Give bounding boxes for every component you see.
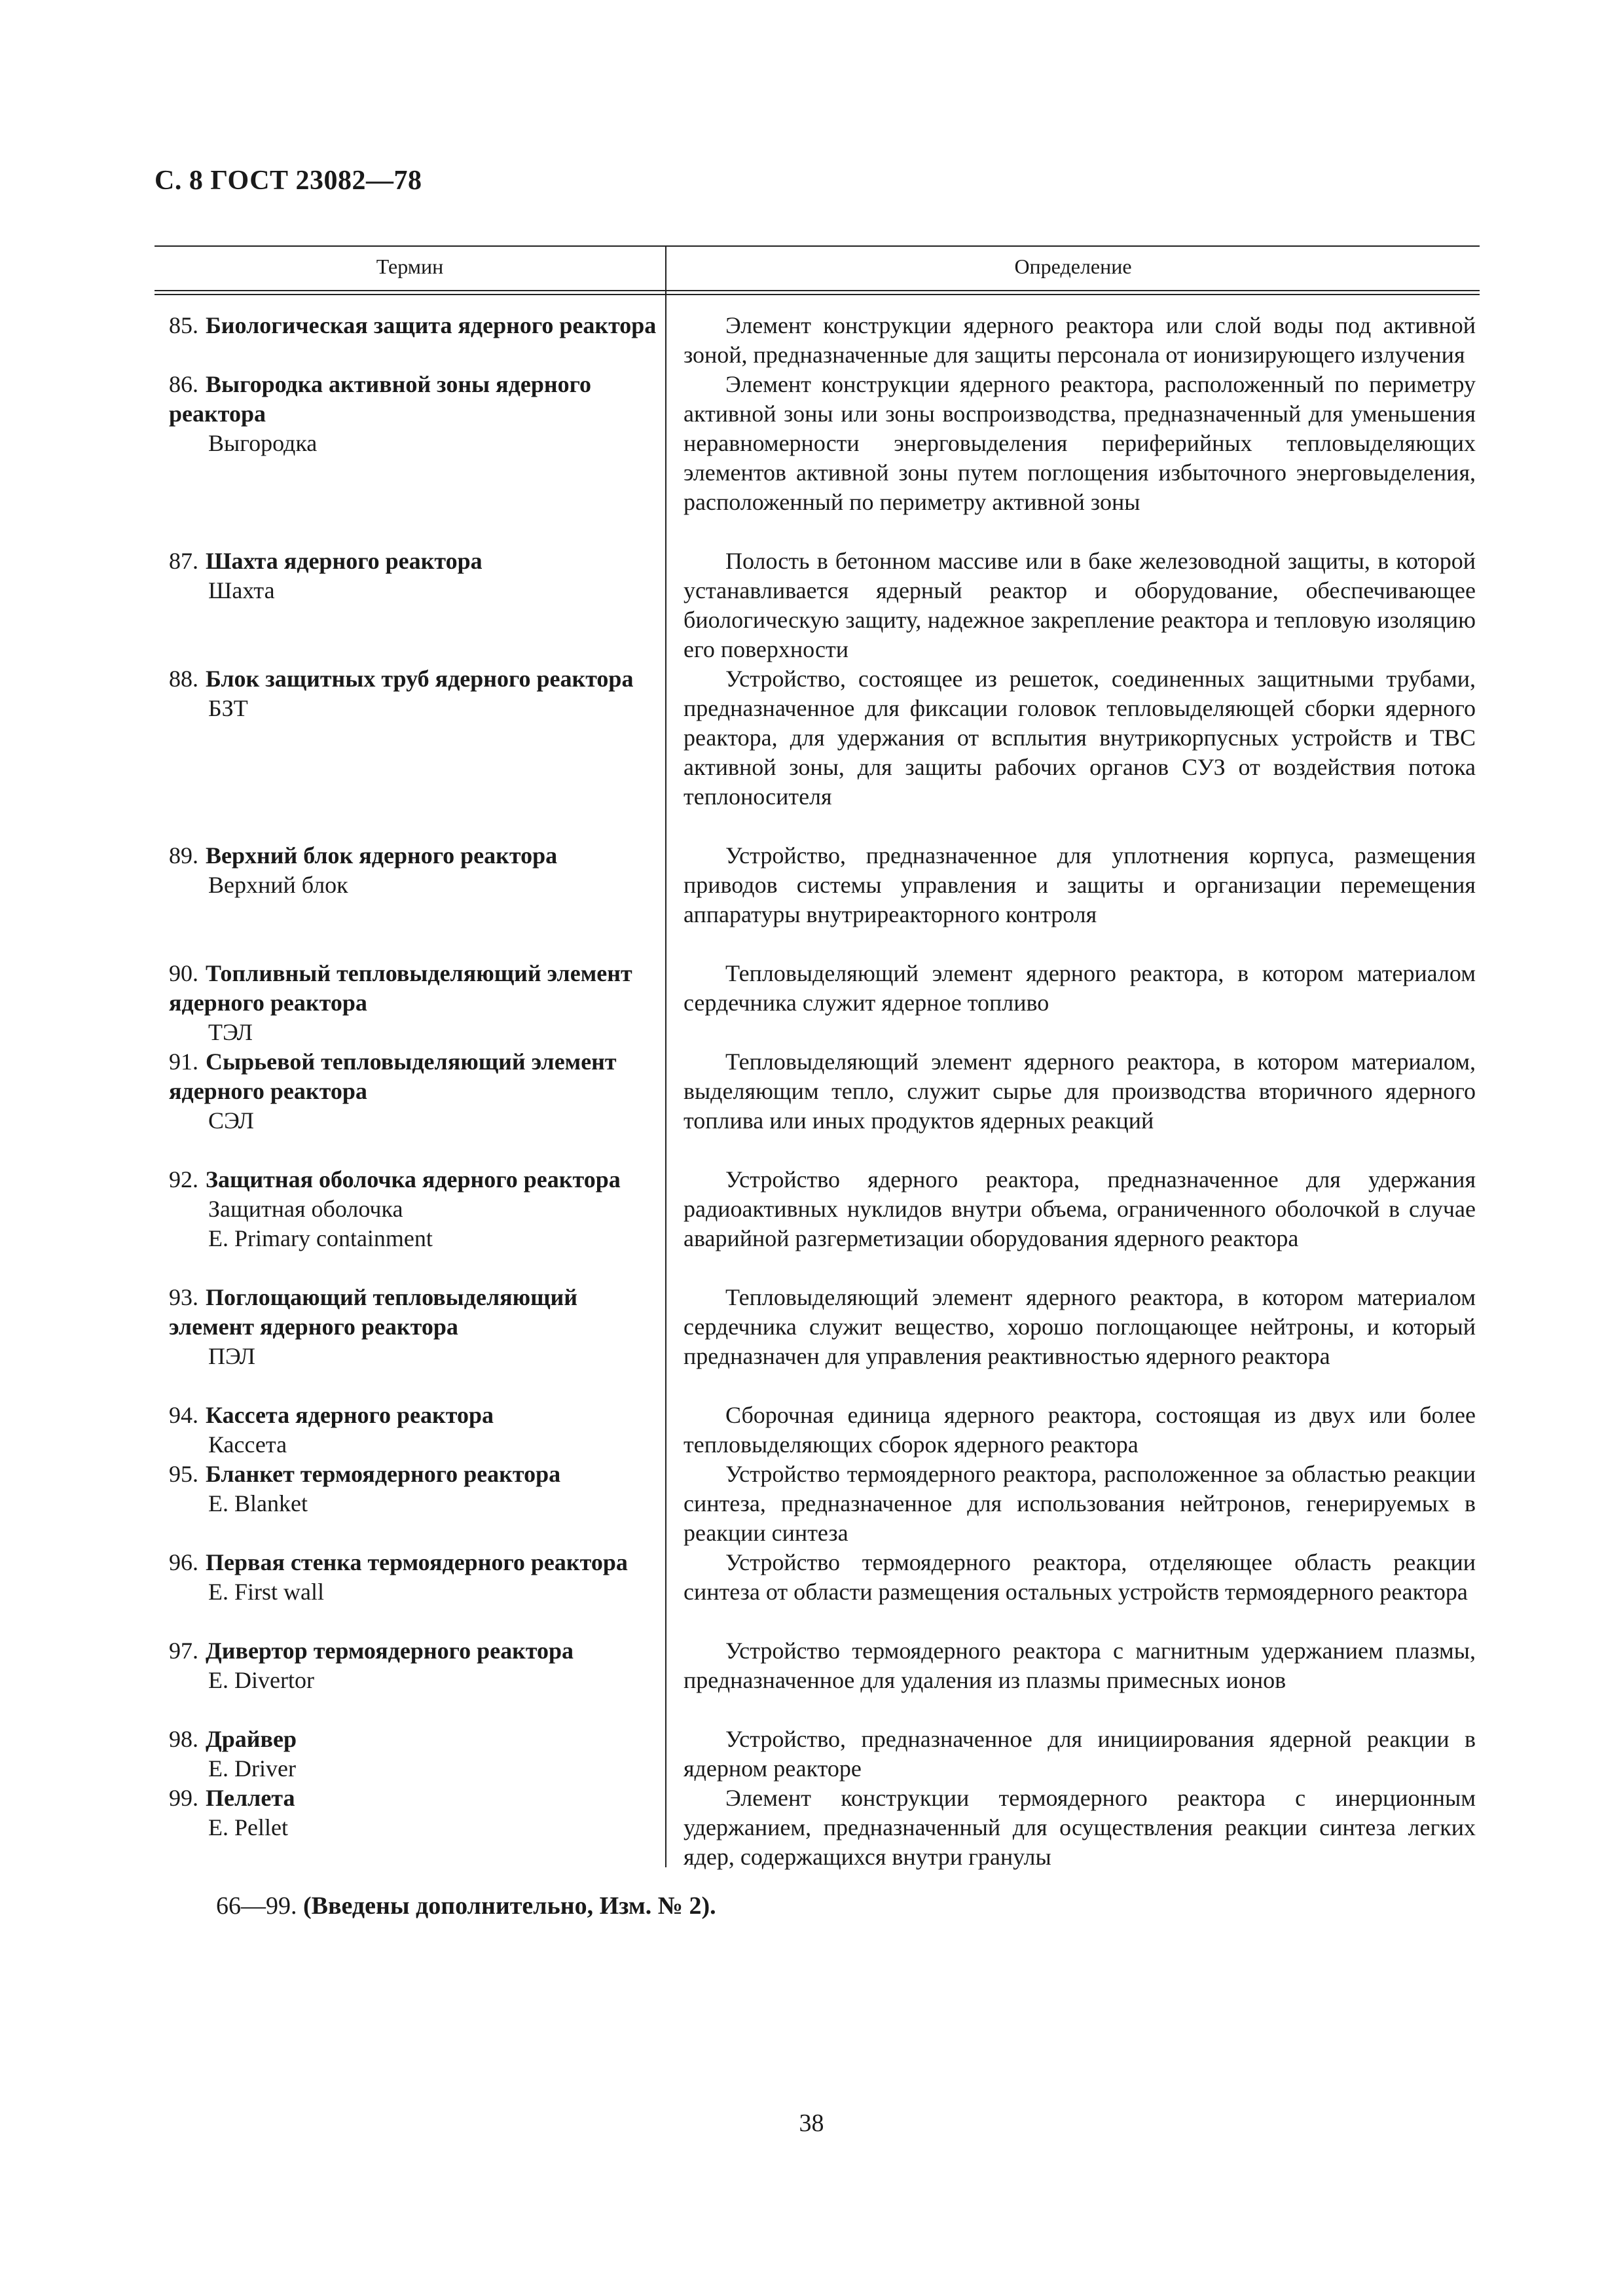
- term-title: Блок защитных труб ядерного реактора: [206, 666, 634, 692]
- term-number: 99.: [169, 1785, 198, 1811]
- header-rule-double: [155, 294, 1480, 295]
- term-short-form: Защитная оболочка: [208, 1196, 403, 1222]
- term-number: 90.: [169, 960, 198, 986]
- term-short-form: СЭЛ: [208, 1107, 254, 1134]
- term-short-form: ПЭЛ: [208, 1343, 255, 1369]
- term-number: 95.: [169, 1461, 198, 1487]
- term-number: 89.: [169, 842, 198, 869]
- definition-cell: Сборочная единица ядерного реактора, состоящая из двух или более тепловыделяющих сборок ядерного реактора: [684, 1402, 1476, 1458]
- term-cell: [169, 1725, 666, 1784]
- term-foreign-equivalent: E. Pellet: [208, 1814, 288, 1840]
- term-cell: [169, 547, 666, 605]
- term-number: 96.: [169, 1549, 198, 1575]
- term-cell: [169, 1636, 666, 1695]
- term-cell: [169, 1283, 666, 1371]
- term-number: 93.: [169, 1284, 198, 1310]
- definition-cell: Устройство, предназначенное для инициирования ядерной реакции в ядерном реакторе: [684, 1726, 1476, 1782]
- term-cell: [169, 959, 666, 1047]
- column-header-definition: Определение: [1014, 255, 1132, 278]
- term-number: 88.: [169, 666, 198, 692]
- term-cell: [169, 1784, 666, 1842]
- term-short-form: ТЭЛ: [208, 1019, 253, 1045]
- term-title: Драйвер: [206, 1726, 297, 1752]
- column-header-term: Термин: [376, 255, 444, 278]
- term-title: Защитная оболочка ядерного реактора: [206, 1166, 621, 1193]
- term-number: 85.: [169, 312, 198, 338]
- term-title: Шахта ядерного реактора: [206, 548, 483, 574]
- definition-cell: Устройство ядерного реактора, предназначенное для удержания радиоактивных нуклидов внутри объема, ограниченного оболочкой в случае аварийной разгерметизации оборудования ядерного реактора: [684, 1166, 1476, 1251]
- term-title: Поглощающий тепловыделяющий элемент ядерного реактора: [169, 1284, 578, 1340]
- term-number: 98.: [169, 1726, 198, 1752]
- term-title: Выгородка активной зоны ядерного реактора: [169, 371, 592, 427]
- term-number: 86.: [169, 371, 198, 397]
- term-cell: [169, 1460, 666, 1518]
- definition-cell: Тепловыделяющий элемент ядерного реактора, в котором материалом сердечника служит вещество, хорошо поглощающее нейтроны, и который предназначен для управления реактивностью ядерного реактора: [684, 1284, 1476, 1369]
- term-title: Дивертор термоядерного реактора: [206, 1638, 574, 1664]
- term-short-form: Кассета: [208, 1431, 287, 1458]
- term-title: Сырьевой тепловыделяющий элемент ядерного реактора: [169, 1049, 617, 1104]
- term-cell: [169, 1548, 666, 1607]
- header-rule: [155, 290, 1480, 291]
- footnote: [216, 1892, 716, 1920]
- term-cell: [169, 841, 666, 900]
- term-title: Кассета ядерного реактора: [206, 1402, 494, 1428]
- definition-cell: Элемент конструкции ядерного реактора или слой воды под активной зоной, предназначенные для защиты персонала от ионизирующего излучения: [684, 312, 1476, 368]
- term-title: Бланкет термоядерного реактора: [206, 1461, 561, 1487]
- definition-cell: Устройство термоядерного реактора, расположенное за областью реакции синтеза, предназначенное для использования нейтронов, генерируемых в реакции синтеза: [684, 1461, 1476, 1546]
- term-number: 97.: [169, 1638, 198, 1664]
- term-cell: [169, 370, 666, 458]
- term-cell: [169, 1047, 666, 1136]
- term-cell: [169, 311, 666, 340]
- term-short-form: Выгородка: [208, 430, 318, 456]
- footnote-range: 66—99.: [216, 1892, 297, 1920]
- definition-cell: Элемент конструкции термоядерного реактора с инерционным удержанием, предназначенный для осуществления реакции синтеза легких ядер, содержащихся внутри гранулы: [684, 1785, 1476, 1870]
- definition-cell: Элемент конструкции ядерного реактора, расположенный по периметру активной зоны или зоны воспроизводства, предназначенный для уменьшения неравномерности энерговыделения периферийных тепловыделяющих элементов активной зоны путем поглощения избыточного энерговыделения, расположенный по периметру активной зоны: [684, 371, 1476, 515]
- definition-cell: Тепловыделяющий элемент ядерного реактора, в котором материалом сердечника служит ядерное топливо: [684, 960, 1476, 1016]
- definition-cell: Устройство термоядерного реактора с магнитным удержанием плазмы, предназначенное для удаления из плазмы примесных ионов: [684, 1638, 1476, 1693]
- term-number: 91.: [169, 1049, 198, 1075]
- term-short-form: Верхний блок: [208, 872, 348, 898]
- term-cell: [169, 1165, 666, 1253]
- term-title: Биологическая защита ядерного реактора: [206, 312, 657, 338]
- term-foreign-equivalent: E. Blanket: [208, 1490, 308, 1516]
- term-short-form: Шахта: [208, 577, 275, 603]
- term-cell: [169, 664, 666, 723]
- term-title: Пеллета: [206, 1785, 295, 1811]
- term-number: 87.: [169, 548, 198, 574]
- definition-cell: Устройство термоядерного реактора, отделяющее область реакции синтеза от области размещения остальных устройств термоядерного реактора: [684, 1549, 1476, 1605]
- term-title: Верхний блок ядерного реактора: [206, 842, 558, 869]
- footnote-note: (Введены дополнительно, Изм. № 2).: [303, 1892, 716, 1920]
- term-foreign-equivalent: E. Primary containment: [208, 1225, 433, 1251]
- term-foreign-equivalent: E. Divertor: [208, 1667, 314, 1693]
- page-header: С. 8 ГОСТ 23082—78: [155, 166, 422, 196]
- term-foreign-equivalent: E. Driver: [208, 1755, 296, 1782]
- term-short-form: БЗТ: [208, 695, 248, 721]
- term-title: Топливный тепловыделяющий элемент ядерного реактора: [169, 960, 632, 1016]
- definition-cell: Тепловыделяющий элемент ядерного реактора, в котором материалом, выделяющим тепло, служит сырье для производства вторичного ядерного топлива или иных продуктов ядерных реакций: [684, 1049, 1476, 1134]
- term-number: 94.: [169, 1402, 198, 1428]
- term-title: Первая стенка термоядерного реактора: [206, 1549, 628, 1575]
- term-number: 92.: [169, 1166, 198, 1193]
- definition-cell: Устройство, предназначенное для уплотнения корпуса, размещения приводов системы управления и защиты и организации перемещения аппаратуры внутриреакторного контроля: [684, 842, 1476, 927]
- term-foreign-equivalent: E. First wall: [208, 1579, 324, 1605]
- definition-cell: Устройство, состоящее из решеток, соединенных защитными трубами, предназначенное для фиксации головок тепловыделяющей сборки ядерного реактора, для удержания от всплытия внутрикорпусных устройств и ТВС активной зоны, для защиты рабочих органов СУЗ от воздействия потока теплоносителя: [684, 666, 1476, 810]
- page-number: 38: [799, 2109, 824, 2137]
- definition-cell: Полость в бетонном массиве или в баке железоводной защиты, в которой устанавливается ядерный реактор и оборудование, обеспечивающее биологическую защиту, надежное закрепление реактора и тепловую изоляцию его поверхности: [684, 548, 1476, 662]
- term-cell: [169, 1401, 666, 1460]
- terms-table: [155, 245, 1480, 1869]
- table-top-rule: [155, 245, 1480, 247]
